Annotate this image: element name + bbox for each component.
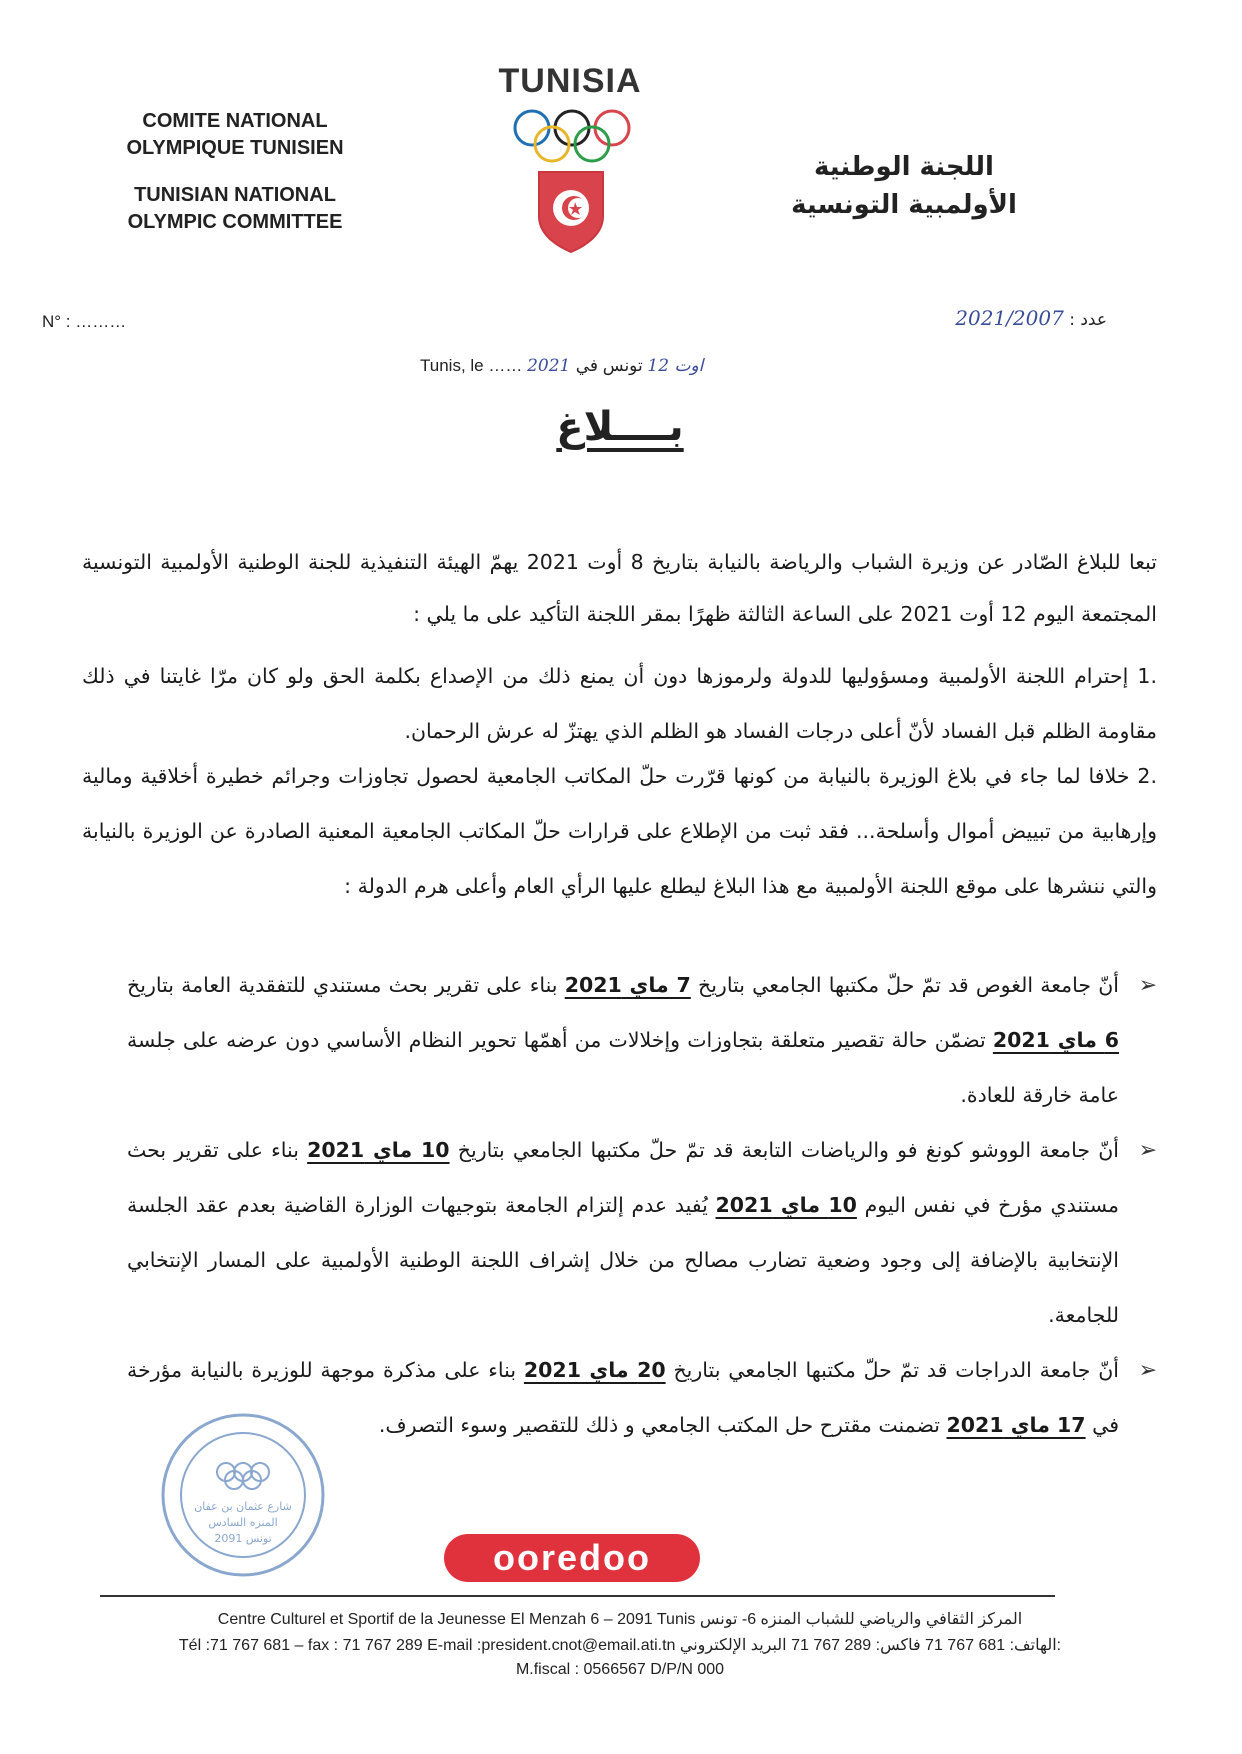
- item-number: .1: [1137, 664, 1157, 688]
- org-name-ar-line1: اللجنة الوطنية: [814, 152, 994, 182]
- date-label-ar: تونس في: [575, 356, 643, 375]
- list-item: ➢ أنّ جامعة الغوص قد تمّ حلّ مكتبها الجامعي بتاريخ 7 ماي 2021 بناء على تقرير بحث مستندي للتفقدية العامة بتاريخ 6 ماي 2021 تضمّن حالة تقصير متعلقة بتجاوزات وإخلالات من أهمّها تحوير النظام الأساسي دون عرضه على جلسة عامة خارقة للعادة.: [127, 958, 1157, 1123]
- item-text: إحترام اللجنة الأولمبية ومسؤوليها للدولة ولرموزها دون أن يمنع ذلك من الإصداع بكلمة الحق ولو كان مرّا غايتنا في ذلك مقاومة الظلم قبل الفساد لأنّ أعلى درجات الفساد هو الظلم الذي يهتزّ له عرش الرحمان.: [82, 664, 1157, 743]
- list-item: ➢ أنّ جامعة الدراجات قد تمّ حلّ مكتبها الجامعي بتاريخ 20 ماي 2021 بناء على مذكرة موجهة للوزيرة بالنيابة مؤرخة في 17 ماي 2021 تضمنت مقترح حل المكتب الجامعي و ذلك للتقصير وسوء التصرف.: [127, 1343, 1157, 1453]
- reference-number-ar-value: 2021/2007: [955, 306, 1064, 330]
- org-name-en-line2: OLYMPIC COMMITTEE: [127, 211, 343, 233]
- intro-paragraph: تبعا للبلاغ الصّادر عن وزيرة الشباب والرياضة بالنيابة بتاريخ 8 أوت 2021 يهمّ الهيئة التنفيذية للجنة الوطنية الأولمبية التونسية المجتمعة اليوم 12 أوت 2021 على الساعة الثالثة ظهرًا بمقر اللجنة التأكيد على ما يلي :: [82, 550, 1157, 626]
- date-value: 2021 اوت 12: [527, 356, 704, 376]
- footer-divider: [100, 1595, 1055, 1597]
- numbered-item-2: [82, 749, 1157, 914]
- date-highlight: 17 ماي 2021: [946, 1413, 1086, 1437]
- stamp-line-3: 2091 تونس: [214, 1532, 272, 1545]
- tunisia-shield-icon: [535, 168, 607, 256]
- footer-contact: Tél :71 767 681 – fax : 71 767 289 E-mail :president.cnot@email.ati.tn الهاتف: 681 767 71 فاكس: 289 767 71 البريد الإلكتروني:: [178, 1637, 1062, 1654]
- date-label-fr: Tunis, le ……: [420, 356, 523, 375]
- arrow-bullet-icon: ➢: [1138, 973, 1157, 998]
- org-name-en-line1: TUNISIAN NATIONAL: [134, 184, 336, 206]
- footer-address: Centre Culturel et Sportif de la Jeunesse El Menzah 6 – 2091 Tunis المركز الثقافي والرياضي للشباب المنزه 6- تونس: [217, 1611, 1023, 1628]
- reference-number-ar: [955, 306, 1107, 330]
- date-line: [420, 356, 703, 376]
- federation-list: [127, 958, 1157, 1453]
- item-text: خلافا لما جاء في بلاغ الوزيرة بالنيابة من كونها قرّرت حلّ المكاتب الجامعية لحصول تجاوزات وجرائم خطيرة أخلاقية ومالية وإرهابية من تبييض أموال وأسلحة... فقد ثبت من الإطلاع على قرارات حلّ المكاتب الجامعية المعنية الصادرة عن الوزيرة بالنيابة والتي ننشرها على موقع اللجنة الأولمبية مع هذا البلاغ ليطلع عليها الرأي العام وأعلى هرم الدولة :: [82, 764, 1157, 898]
- ooredoo-logo: [442, 1530, 702, 1586]
- date-highlight: 10 ماي 2021: [307, 1138, 450, 1162]
- org-name-latin: [95, 108, 375, 236]
- date-highlight: 10 ماي 2021: [715, 1193, 857, 1217]
- logo-title: TUNISIA: [498, 62, 642, 100]
- stamp-line-1: شارع عثمان بن عفان: [194, 1500, 292, 1513]
- stamp-line-2: المنزه السادس: [208, 1516, 278, 1529]
- date-highlight: 20 ماي 2021: [523, 1358, 666, 1382]
- date-highlight: 6 ماي 2021: [992, 1028, 1119, 1052]
- document-title: بــــلاغ: [556, 404, 684, 450]
- org-name-arabic: [784, 148, 1024, 224]
- olympic-rings-icon: [512, 108, 632, 170]
- reference-number-fr: N° : ………: [42, 312, 127, 331]
- sponsor-name: ooredoo: [493, 1537, 651, 1578]
- org-name-fr-line2: OLYMPIQUE TUNISIEN: [126, 137, 344, 159]
- reference-number-ar-label: عدد :: [1069, 310, 1107, 330]
- item-number: .2: [1137, 764, 1157, 788]
- arrow-bullet-icon: ➢: [1138, 1358, 1157, 1383]
- date-highlight: 7 ماي 2021: [564, 973, 691, 997]
- official-stamp-icon: [158, 1410, 328, 1580]
- org-name-ar-line2: الأولمبية التونسية: [791, 190, 1017, 220]
- org-name-fr-line1: COMITE NATIONAL: [142, 110, 328, 132]
- footer-fiscal: M.fiscal : 0566567 D/P/N 000: [515, 1661, 725, 1678]
- arrow-bullet-icon: ➢: [1138, 1138, 1157, 1163]
- list-item: ➢ أنّ جامعة الووشو كونغ فو والرياضات التابعة قد تمّ حلّ مكتبها الجامعي بتاريخ 10 ماي 2021 بناء على تقرير بحث مستندي مؤرخ في نفس اليوم 10 ماي 2021 يُفيد عدم إلتزام الجامعة بتوجيهات الوزارة القاضية بعدم عقد الجلسة الإنتخابية بالإضافة إلى وجود وضعية تضارب مصالح من خلال إشراف اللجنة الوطنية الأولمبية على المسار الإنتخابي للجامعة.: [127, 1123, 1157, 1343]
- numbered-item-1: [82, 649, 1157, 759]
